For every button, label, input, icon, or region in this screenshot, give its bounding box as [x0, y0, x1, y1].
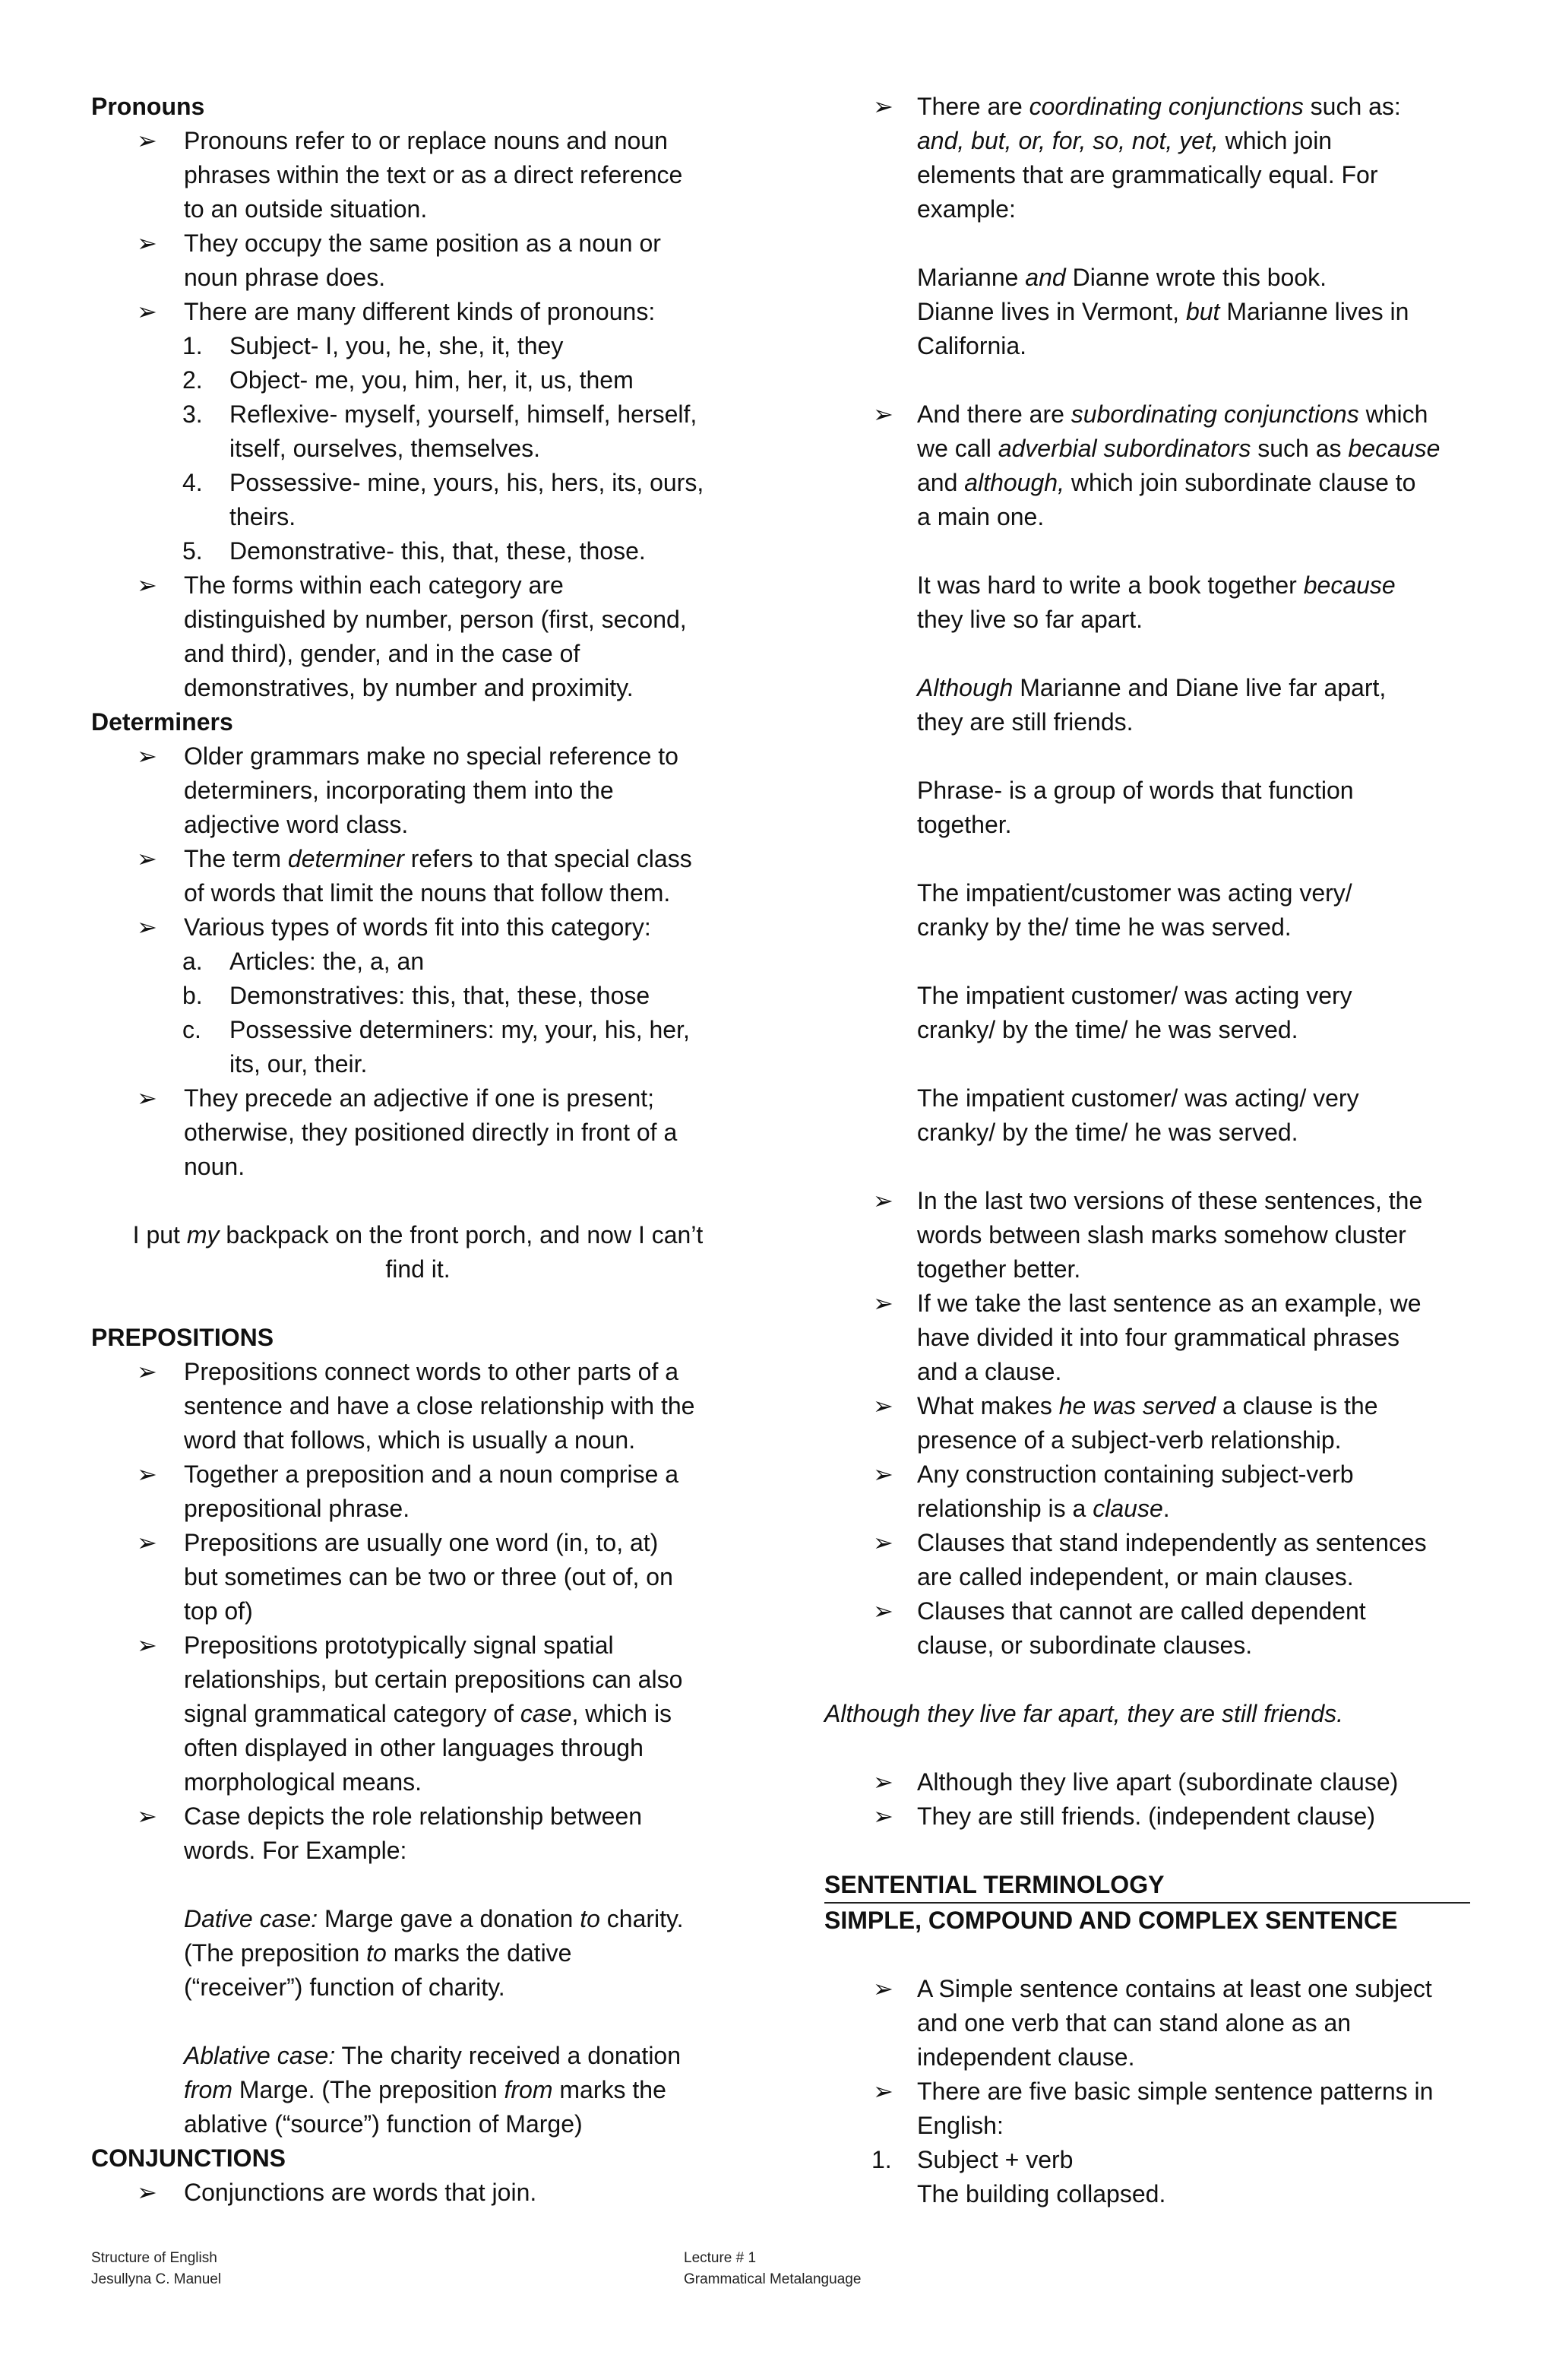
lettered-item: c. Possessive determiners: my, your, his, her, its, our, their. [182, 1016, 690, 1078]
arrow-bullet-icon: ➢ [873, 1187, 893, 1214]
example-sentence-italic: Although they live far apart, they are still friends. [824, 1700, 1344, 1727]
bullet-item: ➢ Clauses that cannot are called dependent clause, or subordinate clauses. [824, 1594, 1470, 1663]
phrase-definition: Phrase- is a group of words that function [917, 777, 1354, 804]
bullet-item: ➢ A Simple sentence contains at least one subject and one verb that can stand alone as an independent clause. [824, 1972, 1470, 2075]
example-sentence: The impatient/customer was acting very/ [917, 879, 1352, 907]
bullet-item: ➢ They occupy the same position as a noun or noun phrase does. [91, 226, 745, 295]
example-sentence: Dianne lives in Vermont, but Marianne lives in [917, 298, 1409, 325]
pronouns-heading: Pronouns [91, 93, 205, 120]
bullet-item: ➢ What makes he was served a clause is the presence of a subject-verb relationship. [824, 1389, 1470, 1457]
bullet-item: ➢ Together a preposition and a noun comprise a prepositional phrase. [91, 1457, 745, 1526]
arrow-bullet-icon: ➢ [137, 913, 157, 941]
bullet-item: ➢ There are five basic simple sentence patterns in English: [824, 2075, 1470, 2143]
arrow-bullet-icon: ➢ [873, 1768, 893, 1796]
bullet-item: ➢ There are many different kinds of pronouns: [91, 295, 745, 329]
arrow-bullet-icon: ➢ [873, 1975, 893, 2002]
right-column [824, 90, 1470, 2211]
bullet-item: ➢ And there are subordinating conjunctions which we call adverbial subordinators such as because and although, which join subordinate clause to a main one. It was hard to write a book together because they live so far apart. Although Marianne and Diane live far apart, they are still friends. Phrase- is a group of words that function together. The impatient/customer was acting very/ cranky by the/ time he was served. The impatient customer/ was acting very cranky/ by the time/ he was served. The impatient customer/ was acting/ very cranky/ by the time/ he was served. [824, 397, 1470, 1150]
course-name: Structure of English [91, 2250, 217, 2266]
conjunctions-heading: CONJUNCTIONS [91, 2144, 286, 2172]
bullet-item: ➢ Prepositions are usually one word (in, to, at) but sometimes can be two or three (out of, on top of) [91, 1526, 745, 1628]
arrow-bullet-icon: ➢ [137, 1529, 157, 1556]
arrow-bullet-icon: ➢ [873, 1597, 893, 1625]
example-sentence: The impatient customer/ was acting/ very [917, 1084, 1359, 1112]
numbered-item: 4. Possessive- mine, yours, his, hers, its, ours, theirs. [182, 469, 704, 530]
dative-example: Dative case: Marge gave a donation to charity. [184, 1905, 684, 1932]
bullet-item: ➢ Case depicts the role relationship between words. For Example: Dative case: Marge gave a donation to charity. (The preposition to marks the dative (“receiver”) function of charity. Ablative case: The charity received a donation from Marge. (The preposition from marks the ablative (“source”) function of Marge) [91, 1799, 745, 2141]
numbered-item: 3. Reflexive- myself, yourself, himself, herself, itself, ourselves, themselves. [182, 400, 697, 462]
author-name: Jesullyna C. Manuel [91, 2271, 222, 2287]
lecture-number: Lecture # 1 [684, 2250, 757, 2266]
bullet-item: ➢ Pronouns refer to or replace nouns and noun phrases within the text or as a direct reference to an outside situation. [91, 124, 745, 226]
bullet-item: ➢ Although they live apart (subordinate clause) [824, 1765, 1470, 1799]
bullet-item: ➢ In the last two versions of these sentences, the words between slash marks somehow cluster together better. [824, 1184, 1470, 1287]
arrow-bullet-icon: ➢ [137, 1802, 157, 1830]
arrow-bullet-icon: ➢ [137, 1632, 157, 1659]
arrow-bullet-icon: ➢ [137, 845, 157, 872]
lecture-topic: Grammatical Metalanguage [684, 2271, 862, 2287]
example-sentence: Marianne and Dianne wrote this book. [917, 264, 1327, 291]
bullet-item: ➢ There are coordinating conjunctions such as: and, but, or, for, so, not, yet, which join elements that are grammatically equal. For example: Marianne and Dianne wrote this book. Dianne lives in Vermont, but Marianne lives in California. [824, 90, 1470, 363]
arrow-bullet-icon: ➢ [137, 742, 157, 770]
bullet-item: ➢ Clauses that stand independently as sentences are called independent, or main clauses. [824, 1526, 1470, 1594]
example-sentence: Although Marianne and Diane live far apart, [917, 674, 1387, 701]
arrow-bullet-icon: ➢ [137, 2179, 157, 2206]
bullet-item: ➢ Various types of words fit into this category: [91, 910, 745, 945]
arrow-bullet-icon: ➢ [137, 1461, 157, 1488]
arrow-bullet-icon: ➢ [137, 298, 157, 325]
determiner-example: I put my backpack on the front porch, and now I can’t [132, 1221, 704, 1249]
example-sentence: The impatient customer/ was acting very [917, 982, 1352, 1009]
numbered-item: 2. Object- me, you, him, her, it, us, them [182, 366, 634, 394]
ablative-example: Ablative case: The charity received a donation [184, 2042, 682, 2069]
bullet-item: ➢ If we take the last sentence as an example, we have divided it into four grammatical phrases and a clause. [824, 1287, 1470, 1389]
arrow-bullet-icon: ➢ [137, 571, 157, 599]
bullet-item: ➢ They are still friends. (independent clause) [824, 1799, 1470, 1834]
arrow-bullet-icon: ➢ [873, 1461, 893, 1488]
bullet-item: ➢ Older grammars make no special reference to determiners, incorporating them into the adjective word class. [91, 739, 745, 842]
arrow-bullet-icon: ➢ [137, 1084, 157, 1112]
arrow-bullet-icon: ➢ [137, 127, 157, 154]
sentence-types-heading: SIMPLE, COMPOUND AND COMPLEX SENTENCE [824, 1907, 1398, 1934]
bullet-item: ➢ The forms within each category are distinguished by number, person (first, second, and third), gender, and in the case of demonstratives, by number and proximity. [91, 568, 745, 705]
bullet-item: ➢ Prepositions prototypically signal spatial relationships, but certain prepositions can also signal grammatical category of case, which is often displayed in other languages through morphological means. [91, 1628, 745, 1799]
arrow-bullet-icon: ➢ [137, 1358, 157, 1385]
arrow-bullet-icon: ➢ [873, 1290, 893, 1317]
footer-center [684, 2248, 861, 2290]
arrow-bullet-icon: ➢ [873, 400, 893, 428]
prepositions-heading: PREPOSITIONS [91, 1324, 274, 1351]
arrow-bullet-icon: ➢ [137, 229, 157, 257]
bullet-item: ➢ They precede an adjective if one is present; otherwise, they positioned directly in front of a noun. [91, 1081, 745, 1184]
arrow-bullet-icon: ➢ [873, 1802, 893, 1830]
sentential-terminology-heading: SENTENTIAL TERMINOLOGY [824, 1868, 1470, 1904]
left-column: Pronouns ➢ Pronouns refer to or replace nouns and noun phrases within the text or as a direct reference to an outside situation. ➢ They occupy the same position as a noun or noun phrase does. ➢ There are many different kinds of pronouns: 1. Subject- I, you, he, she, it, they 2. Object- me, you, him, her, it, us, them 3. Reflexive- myself, yourself, himself, herself, itself, ourselves, themselves. 4. Possessive- mine, yours, his, hers, its, ours, theirs. 5. Demonstrative- this, that, these, those. ➢ The forms within each category are distinguished by number, person (first, second, and third), gender, and in the case of demonstratives, by number and proximity. Determiners ➢ Older grammars make no special reference to determiners, incorporating them into the adjective word class. ➢ The term determiner refers to that special class of words that limit the nouns that follow them. ➢ Various types of words fit into this category: a. Articles: the, a, an b. Demonstratives: this, that, these, those c. Possessive determiners: my, your, his, her, its, our, their. ➢ They precede an adjective if one is present; otherwise, they positioned directly in front of a noun. I put my backpack on the front porch, and now I can’t find it. PREPOSITIONS ➢ Prepositions connect words to other parts of a sentence and have a close relationship with the word that follows, which is usually a noun. ➢ Together a preposition and a noun comprise a prepositional phrase. ➢ Prepositions are usually one word (in, to, at) but sometimes can be two or three (out of, on top of) ➢ Prepositions prototypically signal spatial relationships, but certain prepositions can also signal grammatical category of case, which is often displayed in other languages through morphological means. ➢ Case depicts the role relationship between words. For Example: Dative case: Marge gave a donation to charity. (The preposition to marks the dative (“receiver”) function of charity. Ablative case: The charity received a donation from Marge. (The preposition from marks the ablative (“source”) function of Marge) CONJUNCTIONS ➢ Conjunctions are words that join. [91, 90, 745, 2210]
lettered-item: b. Demonstratives: this, that, these, those [182, 982, 650, 1009]
bullet-item: ➢ Any construction containing subject-verb relationship is a clause. [824, 1457, 1470, 1526]
arrow-bullet-icon: ➢ [873, 1392, 893, 1419]
arrow-bullet-icon: ➢ [873, 2078, 893, 2105]
bullet-item: ➢ The term determiner refers to that special class of words that limit the nouns that follow them. [91, 842, 745, 910]
numbered-item: 1. Subject- I, you, he, she, it, they [182, 332, 564, 359]
numbered-item: 5. Demonstrative- this, that, these, those. [182, 537, 646, 565]
numbered-item: 1. Subject + verb The building collapsed. [871, 2146, 1166, 2208]
footer-left [91, 2248, 221, 2290]
bullet-item: ➢ Prepositions connect words to other parts of a sentence and have a close relationship with the word that follows, which is usually a noun. [91, 1355, 745, 1457]
lettered-item: a. Articles: the, a, an [182, 948, 425, 975]
determiners-heading: Determiners [91, 708, 233, 736]
arrow-bullet-icon: ➢ [873, 93, 893, 120]
arrow-bullet-icon: ➢ [873, 1529, 893, 1556]
bullet-item: ➢ Conjunctions are words that join. [91, 2176, 745, 2210]
example-sentence: It was hard to write a book together because [917, 571, 1396, 599]
